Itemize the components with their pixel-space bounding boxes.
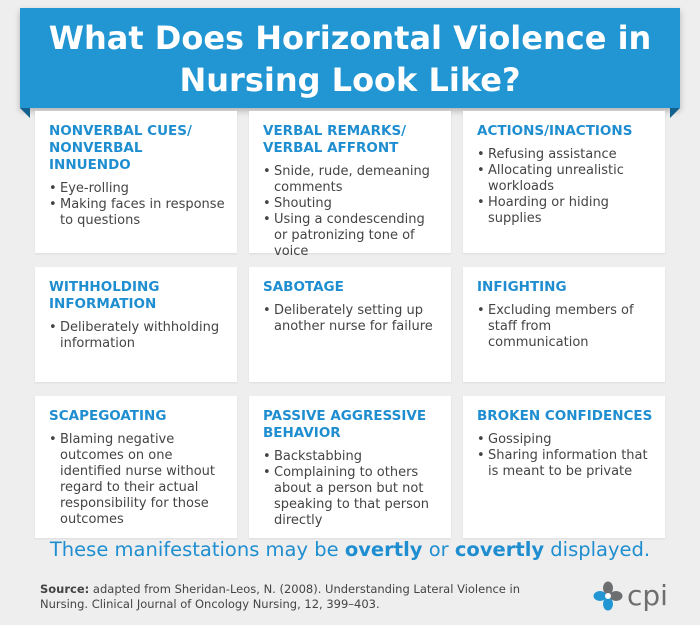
bullet-list bbox=[263, 303, 441, 335]
card-title bbox=[49, 123, 227, 174]
bullet-list bbox=[477, 303, 655, 351]
card-withholding bbox=[35, 267, 237, 382]
list-item: • Making faces in response to questions bbox=[49, 197, 227, 229]
list-item: • Deliberately setting up another nurse for failure bbox=[263, 303, 441, 335]
list-item: • Excluding members of staff from communication bbox=[477, 303, 655, 351]
card-title bbox=[477, 408, 655, 425]
card-title-line: NONVERBAL INNUENDO bbox=[49, 140, 143, 173]
card-title-line: ACTIONS/INACTIONS bbox=[477, 123, 633, 139]
list-item: • Eye-rolling bbox=[49, 181, 227, 197]
card-verbal bbox=[249, 111, 451, 259]
card-title bbox=[49, 279, 227, 313]
tagline-text: These manifestations may be bbox=[49, 538, 345, 561]
card-title bbox=[263, 279, 441, 296]
card-title-line: VERBAL AFFRONT bbox=[263, 140, 399, 156]
bullet-list bbox=[477, 432, 655, 480]
card-sabotage bbox=[249, 267, 451, 382]
list-item: • Hoarding or hiding supplies bbox=[477, 195, 655, 227]
card-title-line: WITHHOLDING bbox=[49, 279, 160, 295]
source-citation bbox=[40, 582, 560, 612]
card-actions bbox=[463, 111, 665, 253]
cpi-flower-icon bbox=[593, 581, 623, 611]
card-infighting bbox=[463, 267, 665, 382]
card-title-line: SCAPEGOATING bbox=[49, 408, 167, 424]
logo-text: cpi bbox=[627, 579, 668, 612]
list-item: • Complaining to others about a person but not speaking to that person directly bbox=[263, 465, 441, 529]
card-title-line: BROKEN CONFIDENCES bbox=[477, 408, 653, 424]
page-title-line-1: What Does Horizontal Violence in bbox=[48, 19, 652, 57]
card-broken-confidences bbox=[463, 396, 665, 538]
bullet-list bbox=[477, 147, 655, 227]
title-banner bbox=[20, 8, 680, 108]
card-nonverbal bbox=[35, 111, 237, 253]
bullet-list bbox=[49, 320, 227, 352]
bullet-list bbox=[263, 164, 441, 260]
card-title bbox=[477, 279, 655, 296]
list-item: • Shouting bbox=[263, 196, 441, 212]
card-title bbox=[263, 408, 441, 442]
card-title bbox=[49, 408, 227, 425]
card-title-line: SABOTAGE bbox=[263, 279, 344, 295]
tagline-text: or bbox=[422, 538, 455, 561]
list-item: • Snide, rude, demeaning comments bbox=[263, 164, 441, 196]
source-text: adapted from Sheridan-Leos, N. (2008). Understanding Lateral Violence in Nursing. Clinical Journal of Oncology Nursing, 12, 399–403. bbox=[40, 582, 521, 611]
list-item: • Refusing assistance bbox=[477, 147, 655, 163]
list-item: • Sharing information that is meant to be private bbox=[477, 448, 655, 480]
behavior-grid bbox=[35, 111, 665, 538]
card-title-line: PASSIVE AGGRESSIVE bbox=[263, 408, 427, 424]
list-item: • Allocating unrealistic workloads bbox=[477, 163, 655, 195]
list-item: • Backstabbing bbox=[263, 449, 441, 465]
list-item: • Using a condescending or patronizing tone of voice bbox=[263, 212, 441, 260]
banner-fold-right bbox=[670, 108, 680, 118]
tagline bbox=[0, 537, 700, 563]
card-title-line: BEHAVIOR bbox=[263, 425, 341, 441]
page-title-line-2: Nursing Look Like? bbox=[179, 61, 521, 99]
card-title-line: NONVERBAL CUES/ bbox=[49, 123, 192, 139]
tagline-emphasis-overtly: overtly bbox=[344, 538, 423, 561]
card-title-line: INFORMATION bbox=[49, 296, 157, 312]
card-title bbox=[263, 123, 441, 157]
source-label: Source: bbox=[40, 582, 90, 596]
list-item: • Blaming negative outcomes on one identified nurse without regard to their actual responsibility for those outcomes bbox=[49, 432, 227, 528]
bullet-list bbox=[263, 449, 441, 529]
card-passive-aggressive bbox=[249, 396, 451, 538]
bullet-list bbox=[49, 181, 227, 229]
bullet-list bbox=[49, 432, 227, 528]
list-item: • Deliberately withholding information bbox=[49, 320, 227, 352]
card-title bbox=[477, 123, 655, 140]
cpi-logo bbox=[593, 578, 668, 614]
tagline-text: displayed. bbox=[544, 538, 651, 561]
list-item: • Gossiping bbox=[477, 432, 655, 448]
card-scapegoating bbox=[35, 396, 237, 538]
banner-fold-left bbox=[20, 108, 30, 118]
card-title-line: VERBAL REMARKS/ bbox=[263, 123, 407, 139]
tagline-emphasis-covertly: covertly bbox=[454, 538, 545, 561]
card-title-line: INFIGHTING bbox=[477, 279, 567, 295]
